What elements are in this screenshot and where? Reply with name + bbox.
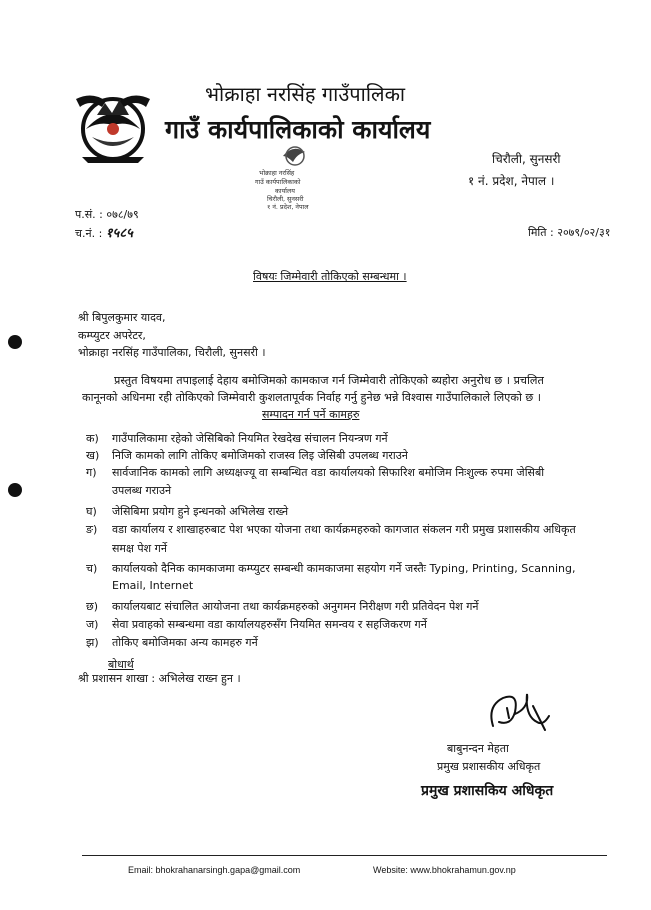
letter-date: मिति : २०७९/०२/३१ — [528, 226, 611, 239]
duty-text: निजि कामको लागि तोकिए बमोजिमको राजस्व लिइ जेसिबी उपलब्ध गराउने — [112, 449, 408, 462]
office-name: गाउँ कार्यपालिकाको कार्यालय — [165, 115, 431, 144]
duty-item — [86, 599, 479, 614]
stamp-line-1: भोक्राहा नरसिंह — [259, 169, 295, 177]
office-stamp — [253, 142, 339, 210]
footer-divider — [82, 855, 607, 856]
cc-heading: बोधार्थ — [108, 658, 134, 671]
duty-text: तोकिए बमोजिमका अन्य कामहरु गर्ने — [112, 636, 258, 649]
duty-item-continuation — [86, 483, 171, 498]
duty-item — [86, 617, 427, 632]
duty-item — [86, 522, 576, 537]
signer-name: बाबुनन्दन मेहता — [447, 742, 509, 755]
duty-item-continuation — [86, 579, 193, 592]
duty-marker: ख) — [86, 449, 100, 462]
duty-item — [86, 635, 258, 650]
stamp-line-5: १ नं. प्रदेश, नेपाल — [267, 203, 309, 211]
stamp-line-3: कार्यालय — [275, 187, 295, 195]
duty-text: जेसिबिमा प्रयोग हुने इन्धनको अभिलेख राख्ने — [112, 505, 289, 518]
duty-marker: च) — [86, 562, 98, 575]
cc-line: श्री प्रशासन शाखा : अभिलेख राख्न हुन । — [78, 672, 241, 685]
duty-marker: छ) — [86, 600, 99, 613]
signature-stamp-title: प्रमुख प्रशासकिय अधिकृत — [421, 783, 554, 799]
duty-marker: ङ) — [86, 523, 98, 536]
dispatch-number-label: च.नं. : — [75, 227, 103, 240]
punch-hole — [8, 483, 22, 497]
duty-item-continuation — [86, 541, 167, 556]
handwritten-signature — [485, 686, 555, 742]
dispatch-number-value: १५८५ — [105, 226, 133, 241]
footer-email: Email: bhokrahanarsingh.gapa@gmail.com — [128, 865, 301, 875]
address-line-1: चिरौली, सुनसरी — [492, 152, 561, 166]
body-line-1: प्रस्तुत विषयमा तपाइलाई देहाय बमोजिमको कामकाज गर्न जिम्मेवारी तोकिएको ब्यहोरा अनुरोध छ । प्रचलित — [114, 374, 544, 387]
dispatch-number — [75, 223, 133, 241]
duty-item — [86, 465, 544, 480]
reference-number: प.सं. : ०७८/७९ — [75, 208, 139, 221]
duty-item — [86, 504, 288, 519]
duty-item — [86, 561, 576, 576]
municipal-emblem-logo — [72, 85, 154, 165]
punch-hole — [8, 335, 22, 349]
duty-text: उपलब्ध गराउने — [112, 484, 172, 497]
letter-subject: विषयः जिम्मेवारी तोकिएको सम्बन्धमा । — [253, 270, 407, 283]
duty-marker: क) — [86, 432, 99, 445]
duty-marker: ज) — [86, 618, 99, 631]
stamp-line-2: गाउँ कार्यपालिकाको — [255, 178, 301, 186]
duty-text: Email, Internet — [112, 579, 194, 592]
duties-heading: सम्पादन गर्न पर्ने कामहरु — [262, 408, 360, 421]
duty-text: सेवा प्रवाहको सम्बन्धमा वडा कार्यालयहरुसँग नियमित समन्वय र सहजिकरण गर्ने — [112, 618, 427, 631]
duty-item — [86, 431, 388, 446]
footer-website: Website: www.bhokrahamun.gov.np — [373, 865, 516, 875]
duty-text: समक्ष पेश गर्ने — [112, 542, 167, 555]
stamp-line-4: चिरौली, सुनसरी — [267, 195, 304, 203]
duty-text: कार्यालयबाट संचालित आयोजना तथा कार्यक्रमहरुको अनुगमन निरीक्षण गरी प्रतिवेदन पेश गर्ने — [112, 600, 479, 613]
duty-marker: झ) — [86, 636, 99, 649]
duty-text: कार्यालयको दैनिक कामकाजमा कम्प्युटर सम्बन्धी कामकाजमा सहयोग गर्ने जस्तैः Typing, Printing, Scanning, — [112, 562, 576, 575]
duty-text: सार्वजानिक कामको लागि अध्यक्षज्यू वा सम्बन्धित वडा कार्यालयको सिफारिश बमोजिम निःशुल्क रुपमा जेसिबी — [112, 466, 545, 479]
addressee-position: कम्प्युटर अपरेटर, — [78, 329, 146, 342]
organization-name: भोक्राहा नरसिंह गाउँपालिका — [205, 82, 406, 106]
duty-text: वडा कार्यालय र शाखाहरुबाट पेश भएका योजना तथा कार्यक्रमहरुको कागजात संकलन गरी प्रमुख प्रशासकीय अधिकृत — [112, 523, 576, 536]
addressee-name: श्री बिपुलकुमार यादव, — [78, 311, 166, 324]
duty-marker: घ) — [86, 505, 97, 518]
duty-marker: ग) — [86, 466, 97, 479]
addressee-office: भोक्राहा नरसिंह गाउँपालिका, चिरौली, सुनसरी । — [78, 346, 266, 359]
signer-title: प्रमुख प्रशासकीय अधिकृत — [437, 760, 541, 773]
address-line-2: १ नं. प्रदेश, नेपाल । — [468, 174, 555, 188]
duty-text: गाउँपालिकामा रहेको जेसिबिको नियमित रेखदेख संचालन नियन्त्रण गर्ने — [112, 432, 388, 445]
body-line-2: कानूनको अधिनमा रही तोकिएको जिम्मेवारी कुशलतापूर्वक निर्वाह गर्नु हुनेछ भन्ने विश्वास गाउँपालिकाले लिएको छ । — [82, 391, 542, 404]
duty-item — [86, 448, 408, 463]
